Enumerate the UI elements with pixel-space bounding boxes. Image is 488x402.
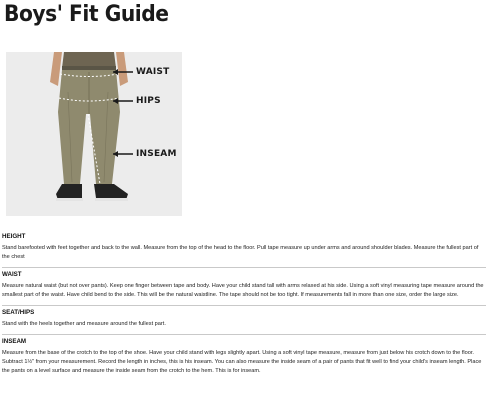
section-body: Measure natural waist (but not over pants). Keep one finger between tape and body. Have your child stand tall with arms relaxed at his side. Using a soft vinyl measuring tape measure around the smallest part of the waist. Have child bend to the side. This will be the natural waistline. The tape should not be too tight. If measurements fall in more than one size, order the large size.: [2, 283, 484, 298]
arrow-left-icon: [112, 150, 134, 158]
page-title: Boys' Fit Guide: [4, 2, 169, 27]
inseam-label: INSEAM: [136, 149, 177, 159]
section-waist: [2, 271, 486, 306]
section-body: Stand barefooted with feet together and back to the wall. Measure from the top of the head to the floor. Pull tape measure up under arms and around shoulder blades. Measure the fullest part of the chest: [2, 245, 479, 260]
section-heading: WAIST: [2, 271, 22, 278]
inseam-callout: [112, 149, 177, 159]
section-heading: HEIGHT: [2, 233, 26, 240]
hips-callout: [112, 96, 161, 106]
divider: [2, 267, 486, 268]
section-height: [2, 233, 486, 268]
section-body: Stand with the heels together and measure around the fullest part.: [2, 321, 166, 327]
measurement-instructions: [2, 230, 486, 376]
arrow-left-icon: [112, 68, 134, 76]
section-heading: INSEAM: [2, 338, 27, 345]
section-seat-hips: [2, 309, 486, 335]
waist-callout: [112, 67, 169, 77]
divider: [2, 305, 486, 306]
hips-label: HIPS: [136, 96, 161, 106]
divider: [2, 334, 486, 335]
section-heading: SEAT/HIPS: [2, 309, 35, 316]
waist-label: WAIST: [136, 67, 170, 77]
arrow-left-icon: [112, 97, 134, 105]
section-body: Measure from the base of the crotch to the top of the shoe. Have your child stand with legs slightly apart. Using a soft vinyl tape measure, measure from just below his crotch down to the floor. Subtract 1½" from your measurement. Record the length in inches, this is his inseam. You can also measure the inside seam of a pair of pants that fit well to find your child's inseam length. Place the pants on a level surface and measure the inside seam from the crotch to the hem. This is for inseam.: [2, 350, 482, 374]
section-inseam: [2, 338, 486, 376]
